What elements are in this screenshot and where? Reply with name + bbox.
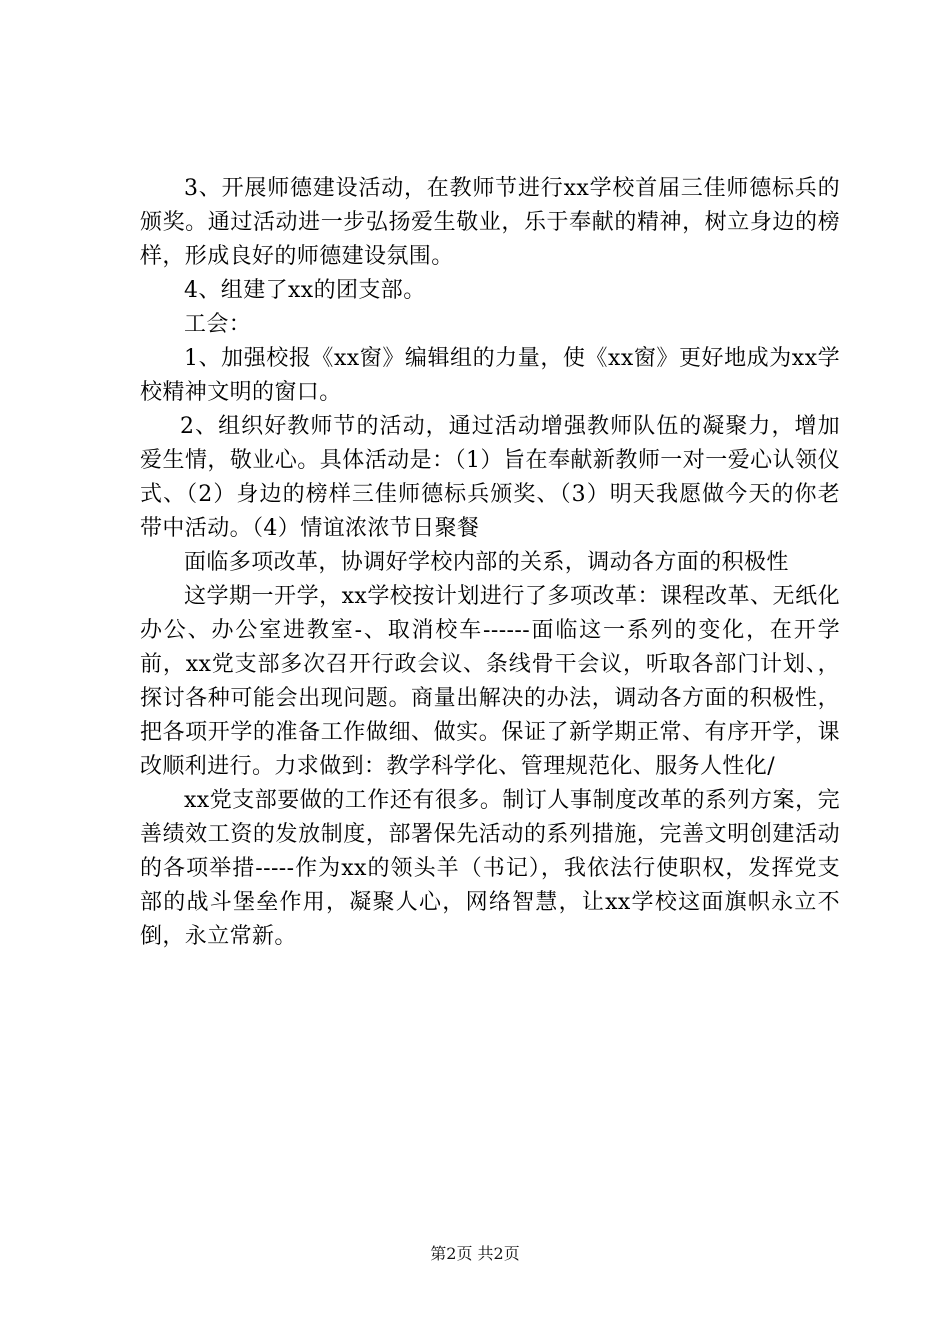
- paragraph-reform-heading: 面临多项改革，协调好学校内部的关系，调动各方面的积极性: [184, 550, 789, 575]
- paragraph-youth-league: 4、组建了xx的团支部。: [184, 278, 426, 303]
- paragraph-teacher-ethics: 3、开展师德建设活动，在教师节进行xx学校首届三佳师德标兵的颁奖。通过活动进一步弘扬爱生敬业，乐于奉献的精神，树立身边的榜样，形成良好的师德建设氛围。: [140, 176, 840, 269]
- section-heading-union: 工会：: [184, 312, 252, 337]
- document-body: [140, 172, 840, 954]
- paragraph-reforms: 这学期一开学，xx学校按计划进行了多项改革：课程改革、无纸化办公、办公室进教室-、取消校车------面临这一系列的变化，在开学前，xx党支部多次召开行政会议、条线骨干会议，听取各部门计划、，探讨各种可能会出现问题。商量出解决的办法，调动各方面的积极性，把各项开学的准备工作做细、做实。保证了新学期正常、有序开学，课改顺利进行。力求做到：教学科学化、管理规范化、服务人性化/: [140, 584, 840, 779]
- page-number-footer: 第2页 共2页: [430, 1244, 520, 1263]
- paragraph-teachers-day: 2、组织好教师节的活动，通过活动增强教师队伍的凝聚力，增加爱生情，敬业心。具体活动是：（1）旨在奉献新教师一对一爱心认领仪式、（2）身边的榜样三佳师德标兵颁奖、（3）明天我愿做今天的你老带中活动。（4）情谊浓浓节日聚餐: [140, 414, 840, 541]
- paragraph-party-branch-work: xx党支部要做的工作还有很多。制订人事制度改革的系列方案，完善绩效工资的发放制度，部署保先活动的系列措施，完善文明创建活动的各项举措-----作为xx的领头羊（书记），我依法行使职权，发挥党支部的战斗堡垒作用，凝聚人心，网络智慧，让xx学校这面旗帜永立不倒，永立常新。: [140, 788, 840, 949]
- paragraph-school-newspaper: 1、加强校报《xx窗》编辑组的力量，使《xx窗》更好地成为xx学校精神文明的窗口。: [140, 346, 840, 405]
